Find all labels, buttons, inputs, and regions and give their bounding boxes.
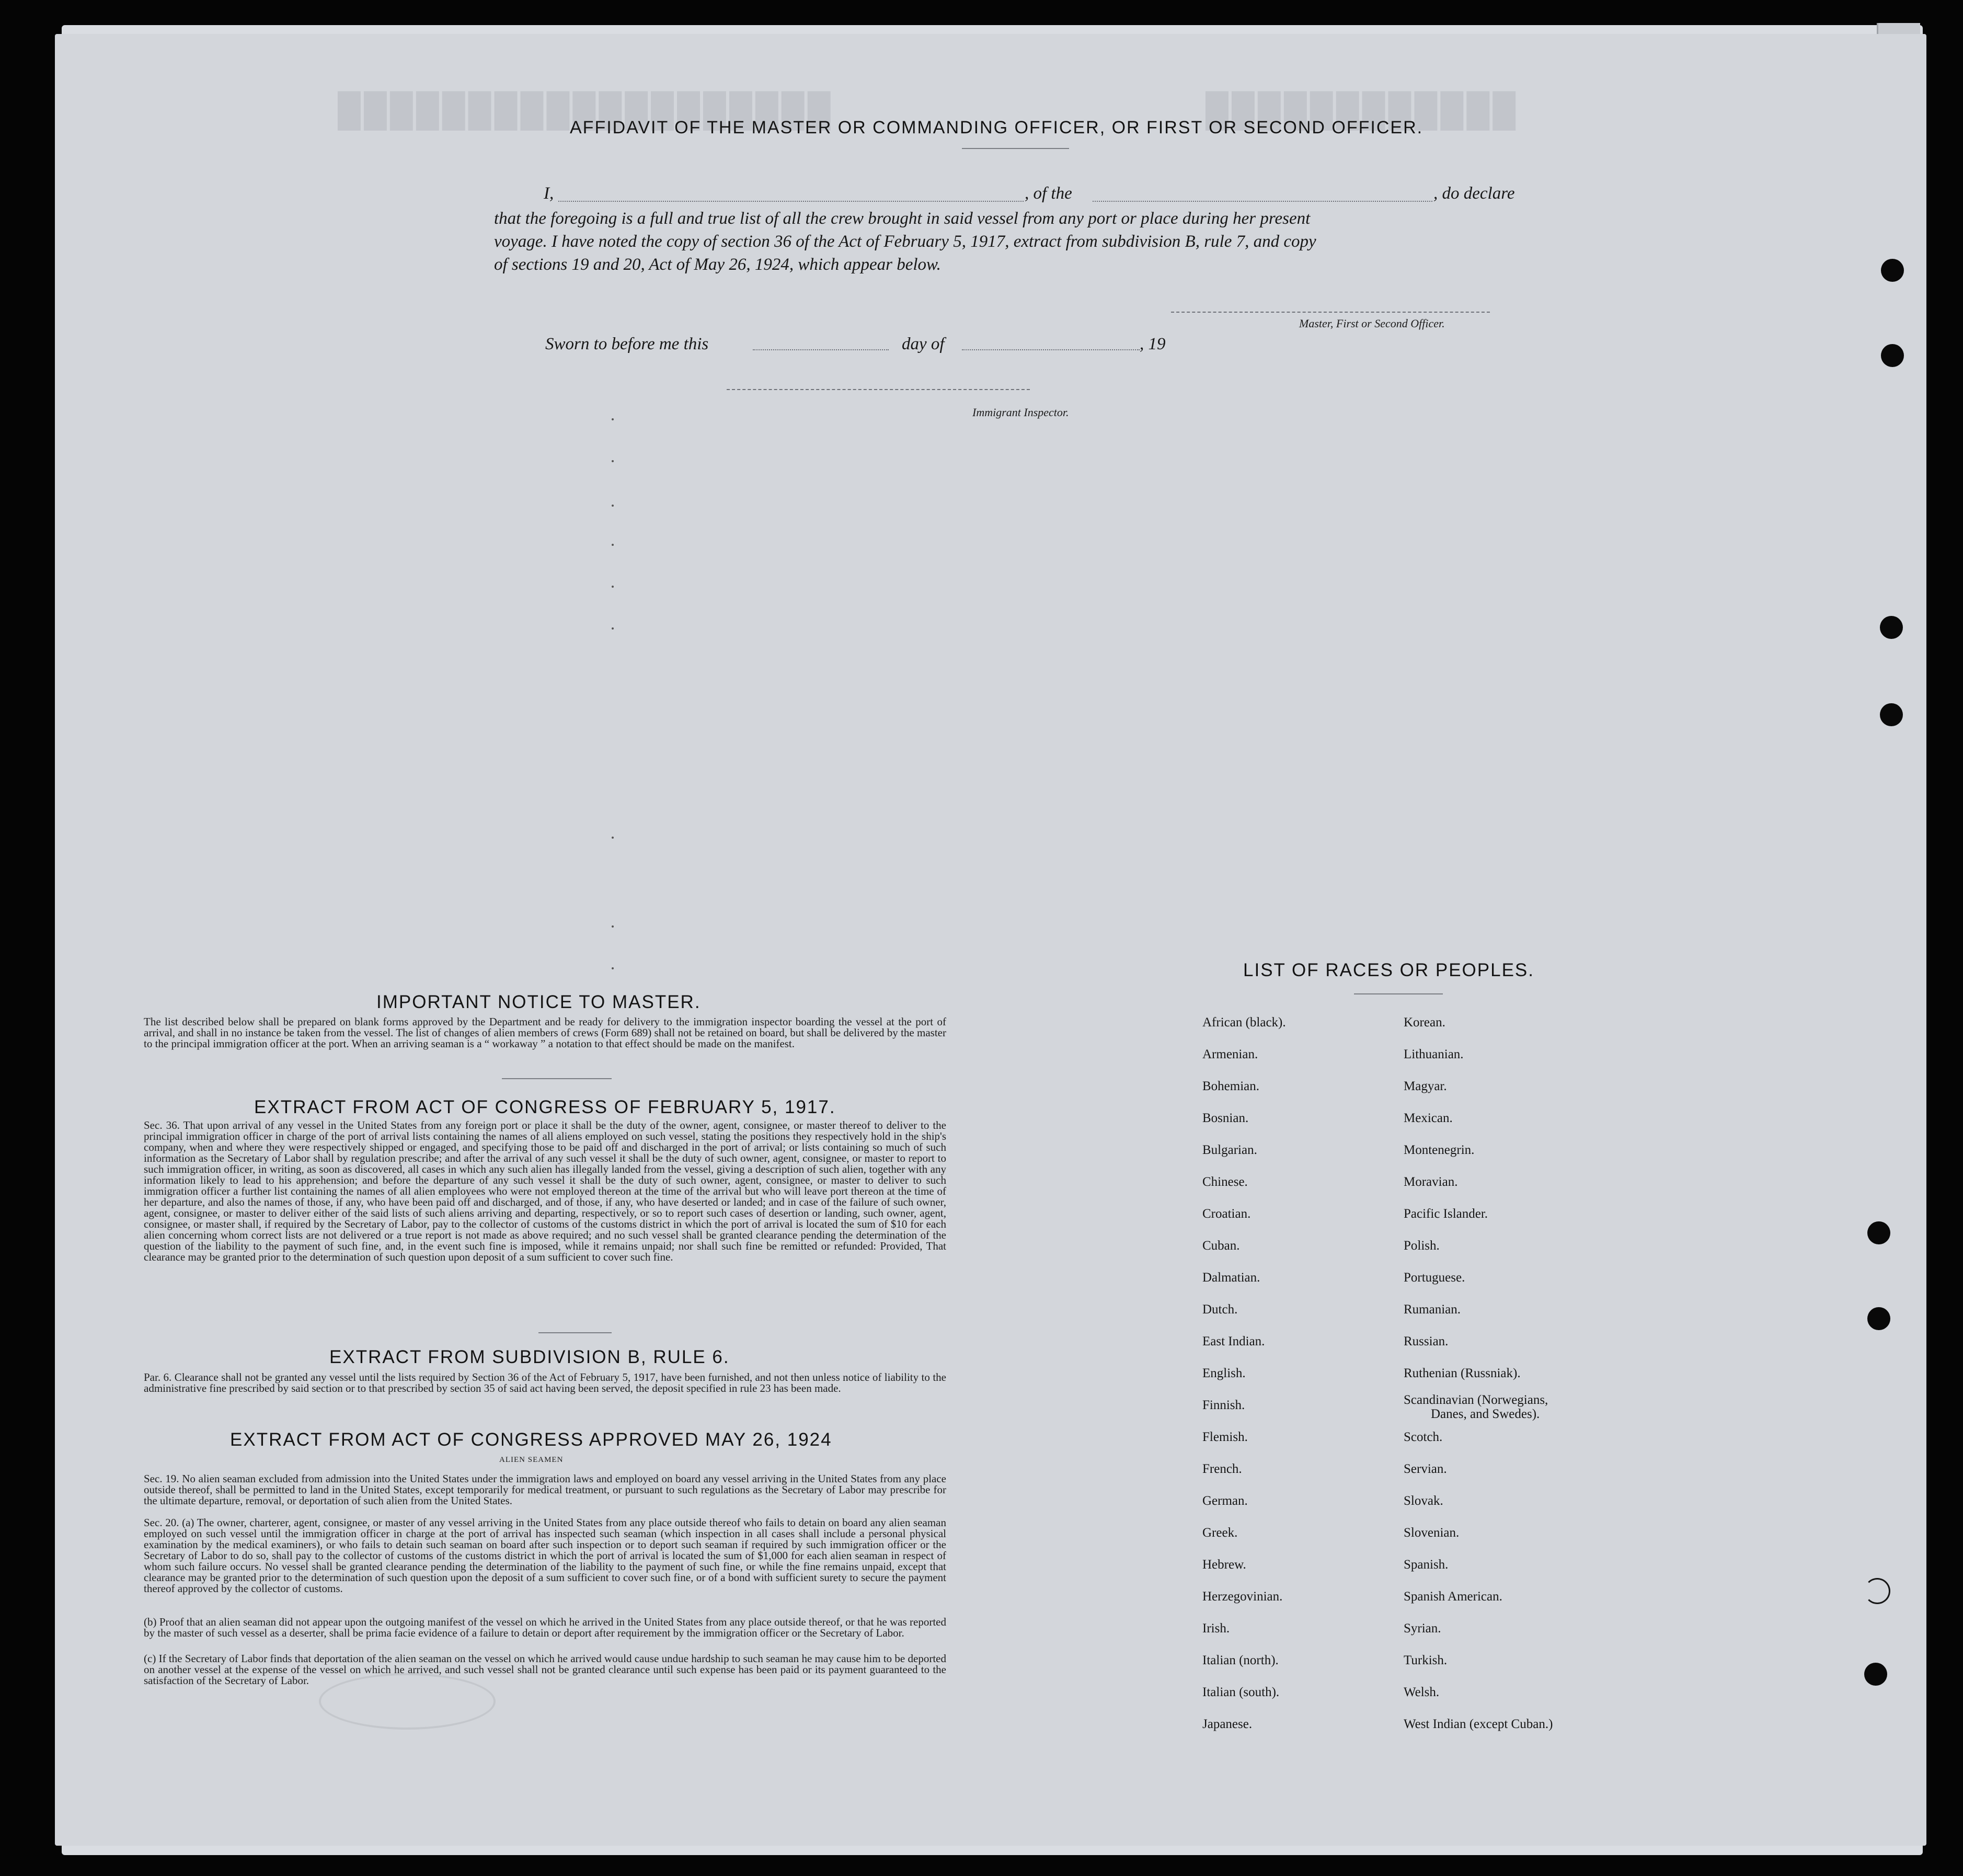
race-item: Spanish American. (1404, 1589, 1502, 1604)
race-item: Rumanian. (1404, 1302, 1461, 1317)
extract-1924-title: EXTRACT FROM ACT OF CONGRESS APPROVED MAY 26, 1924 (230, 1429, 832, 1450)
affidavit-body-line-3: of sections 19 and 20, Act of May 26, 1924, which appear below. (494, 255, 941, 274)
affidavit-name-field[interactable] (558, 201, 1024, 202)
race-item: Spanish. (1404, 1558, 1449, 1572)
races-title: LIST OF RACES OR PEOPLES. (1243, 960, 1535, 980)
extract-1924-sec20b: (b) Proof that an alien seaman did not appear upon the outgoing manifest of the vessel on which he arrived in the United States from any place outside thereof, or that he was reported by the master of such vessel as a deserter, shall be prima facie evidence of a failure to detain or deport after requirement by the immigration officer or the Secretary of Labor. (144, 1616, 946, 1639)
master-signature-label: Master, First or Second Officer. (1299, 317, 1445, 330)
race-item: African (black). (1202, 1015, 1286, 1029)
race-item: Italian (south). (1202, 1685, 1280, 1699)
notice-rule (502, 1078, 612, 1079)
race-item: Hebrew. (1202, 1558, 1246, 1572)
punch-hole (1881, 344, 1904, 367)
dot-mark (612, 418, 614, 420)
race-item: Russian. (1404, 1334, 1449, 1348)
races-title-rule (1354, 993, 1443, 994)
race-item: Italian (north). (1202, 1653, 1279, 1667)
punch-hole (1864, 1663, 1887, 1686)
dot-mark (612, 544, 614, 546)
affidavit-declare-label: , do declare (1433, 184, 1515, 203)
race-item: Armenian. (1202, 1047, 1258, 1061)
race-item: Scotch. (1404, 1430, 1443, 1444)
extract-1917-rule (538, 1332, 612, 1333)
extract-rule6-title: EXTRACT FROM SUBDIVISION B, RULE 6. (329, 1347, 730, 1367)
dot-mark (612, 627, 614, 630)
extract-1924-sec20a: Sec. 20. (a) The owner, charterer, agent, consignee, or master of any vessel arriving in the United States from any place outside thereof who fails to detain on board any alien seaman employed on such vessel until the immigration officer in charge at the port of arrival has inspected such seaman (which inspection in all cases shall include a personal physical examination by the medical examiners), or who fails to detain such seaman on board after such inspection or to deport such seaman if required by such immigration officer or the Secretary of Labor to do so, shall pay to the collector of customs of the customs district in which the port of arrival is located the sum of $1,000 for each alien seaman in respect of whom such failure occurs. No vessel shall be granted clearance pending the determination of the liability to the payment of such fine, or while the fine remains unpaid, except that clearance may be granted prior to the determination of such question upon the deposit of a sum sufficient to cover such fine, or of a bond with sufficient surety to secure the payment thereof approved by the collector of customs. (144, 1516, 946, 1595)
extract-1924-subtitle: ALIEN SEAMEN (499, 1456, 564, 1464)
race-item: Magyar. (1404, 1079, 1447, 1093)
bleed-through-text: ███████████████████ (335, 92, 831, 128)
race-item: Montenegrin. (1404, 1143, 1475, 1157)
notice-text: The list described below shall be prepared on blank forms approved by the Department and be ready for delivery to the immigration inspector boarding the vessel at the port of arrival, and shall in no instance be taken from the vessel. The list of changes of alien members of crews (Form 689) shall not be retained on board, but shall be delivered by the master to the principal immigration officer at the port. When an arriving seaman is a “ workaway ” a notation to that effect should be made on the manifest. (144, 1015, 946, 1050)
affidavit-title-rule (962, 148, 1069, 149)
race-item: Portuguese. (1404, 1271, 1465, 1285)
inspector-label: Immigrant Inspector. (972, 406, 1069, 419)
race-item: Finnish. (1202, 1398, 1245, 1412)
dot-mark (612, 837, 614, 839)
affidavit-body-line-1: that the foregoing is a full and true list of all the crew brought in said vessel from any port or place during her present (494, 209, 1311, 228)
sworn-day-of-label: day of (902, 335, 945, 353)
race-item: Moravian. (1404, 1175, 1458, 1189)
dot-mark (612, 505, 614, 507)
dot-mark (612, 925, 614, 928)
race-item: Polish. (1404, 1239, 1440, 1253)
faded-stamp (319, 1673, 496, 1730)
race-item: Herzegovinian. (1202, 1589, 1283, 1604)
dot-mark (612, 586, 614, 588)
sworn-year-label: , 19 (1140, 335, 1166, 353)
race-item: Cuban. (1202, 1239, 1240, 1253)
race-item: East Indian. (1202, 1334, 1265, 1348)
race-item: Servian. (1404, 1462, 1447, 1476)
race-item: Flemish. (1202, 1430, 1248, 1444)
affidavit-of-the-label: , of the (1025, 184, 1072, 203)
race-item: Mexican. (1404, 1111, 1453, 1125)
race-item: Syrian. (1404, 1621, 1441, 1635)
race-item: Japanese. (1202, 1717, 1253, 1731)
punch-hole (1864, 1578, 1890, 1604)
affidavit-i-label: I, (544, 184, 554, 203)
sworn-day-field[interactable] (753, 349, 889, 350)
punch-hole (1880, 616, 1903, 639)
race-item: Scandinavian (Norwegians, Danes, and Swedes). (1404, 1393, 1548, 1421)
extract-1917-text: Sec. 36. That upon arrival of any vessel in the United States from any foreign port or place it shall be the duty of the owner, agent, consignee, or master thereof to deliver to the principal immigration officer in charge of the port of arrival lists containing the names of all aliens employed on such vessel, stating the positions they respectively hold in the ship's company, when and where they were respectively shipped or engaged, and specifying those to be paid off and discharged in the port of arrival; or lists containing so much of such information as the Secretary of Labor shall by regulation prescribe; and after the arrival of any such vessel it shall be the duty of such owner, agent, consignee, or master to report to such immigration officer, in writing, as soon as discovered, all cases in which any such alien has illegally landed from the vessel, giving a description of such alien, together with any information likely to lead to his apprehension; and before the departure of any such vessel it shall be the duty of such owner, agent, consignee, or master to deliver to such immigration officer a further list containing the names of all alien employees who were not employed thereon at the time of the arrival but who will leave port thereon at the time of her departure, and also the names of those, if any, who have been paid off and discharged, and of those, if any, who have deserted or landed; and in case of the failure of such owner, agent, consignee, or master to deliver either of the said lists of such aliens arriving and departing, respectively, or so to report such cases of desertion or landing, such owner, agent, consignee, or master shall, if required by the Secretary of Labor, pay to the collector of customs of the customs district in which the port of arrival is located the sum of $10 for each alien concerning whom correct lists are not delivered or a true report is not made as above required; and no such vessel shall be granted clearance pending the determination of the question of the liability to the payment of such fine, and, in the event such fine is imposed, while it remains unpaid; nor shall such fine be remitted or refunded: Provided, That clearance may be granted prior to the determination of such question upon deposit of a sum sufficient to cover such fine. (144, 1119, 946, 1263)
race-item: Turkish. (1404, 1653, 1448, 1667)
race-item: German. (1202, 1494, 1248, 1508)
race-item: Dutch. (1202, 1302, 1238, 1317)
master-signature-field[interactable] (1171, 312, 1490, 313)
race-item: Lithuanian. (1404, 1047, 1464, 1061)
notice-title: IMPORTANT NOTICE TO MASTER. (376, 992, 701, 1012)
race-item: Bosnian. (1202, 1111, 1249, 1125)
sworn-text: Sworn to before me this (545, 335, 709, 353)
race-item: Korean. (1404, 1015, 1445, 1029)
extract-1924-sec20c: (c) If the Secretary of Labor finds that deportation of the alien seaman on the vessel on which he arrived would cause undue hardship to such seaman he may cause him to be deported on another vessel at the expense of the vessel on which he arrived, and such vessel shall not be granted clearance until such expense has been paid or its payment guaranteed to the satisfaction of the Secretary of Labor. (144, 1652, 946, 1687)
punch-hole (1881, 259, 1904, 282)
race-item: Slovak. (1404, 1494, 1443, 1508)
extract-rule6-text: Par. 6. Clearance shall not be granted any vessel until the lists required by Section 36 of the Act of February 5, 1917, have been furnished, and not then unless notice of liability to the administrative fine prescribed by said section or to that prescribed by section 35 of said act having been served, the deposit specified in rule 23 has been made. (144, 1371, 946, 1394)
race-item: Dalmatian. (1202, 1271, 1260, 1285)
race-item: Croatian. (1202, 1207, 1251, 1221)
race-item: Welsh. (1404, 1685, 1440, 1699)
extract-1924-sec19: Sec. 19. No alien seaman excluded from admission into the United States under the immigration laws and employed on board any vessel arriving in the United States from any place outside thereof, shall be permitted to land in the United States, except temporarily for medical treatment, or pursuant to such regulations as the Secretary of Labor may prescribe for the ultimate departure, removal, or deportation of such alien from the United States. (144, 1472, 946, 1507)
affidavit-body-line-2: voyage. I have noted the copy of section 36 of the Act of February 5, 1917, extract from subdivision B, rule 7, and copy (494, 232, 1316, 251)
sworn-month-field[interactable] (962, 349, 1140, 350)
affidavit-vessel-field[interactable] (1093, 201, 1432, 202)
race-item: Bulgarian. (1202, 1143, 1257, 1157)
inspector-signature-field[interactable] (727, 389, 1030, 390)
race-item: Bohemian. (1202, 1079, 1260, 1093)
race-item: French. (1202, 1462, 1242, 1476)
punch-hole (1867, 1221, 1890, 1244)
affidavit-title: AFFIDAVIT OF THE MASTER OR COMMANDING OFFICER, OR FIRST OR SECOND OFFICER. (570, 118, 1424, 138)
dot-mark (612, 460, 614, 462)
race-item: Slovenian. (1404, 1526, 1460, 1540)
race-item: Greek. (1202, 1526, 1238, 1540)
race-item: West Indian (except Cuban.) (1404, 1717, 1553, 1731)
bleed-through-text: ████████████ (1202, 92, 1516, 128)
dot-mark (612, 967, 614, 969)
race-item: Pacific Islander. (1404, 1207, 1488, 1221)
race-item: English. (1202, 1366, 1246, 1380)
punch-hole (1867, 1307, 1890, 1330)
race-item: Chinese. (1202, 1175, 1248, 1189)
race-item: Irish. (1202, 1621, 1230, 1635)
race-item: Ruthenian (Russniak). (1404, 1366, 1521, 1380)
extract-1917-title: EXTRACT FROM ACT OF CONGRESS OF FEBRUARY 5, 1917. (254, 1097, 836, 1117)
punch-hole (1880, 703, 1903, 726)
